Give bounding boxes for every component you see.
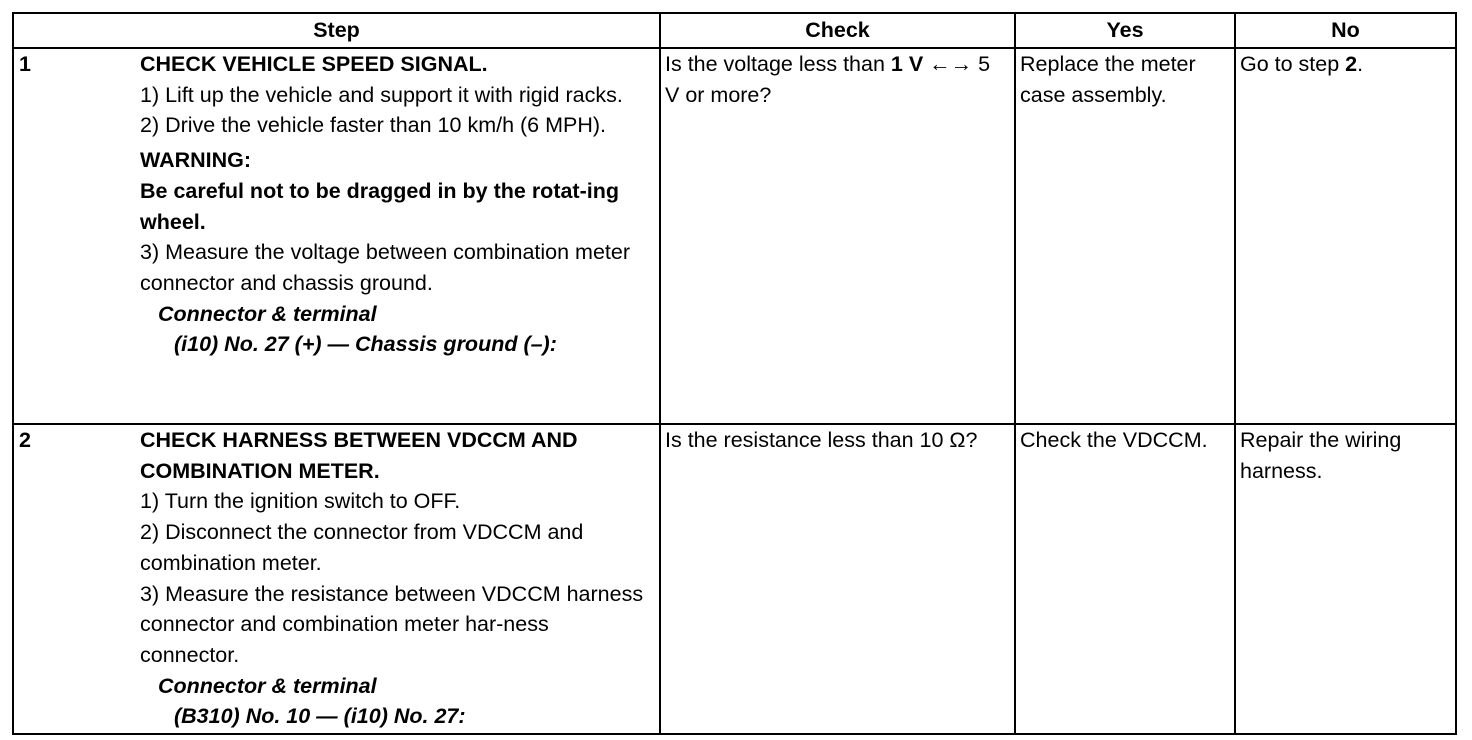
header-yes: Yes [1015,13,1235,48]
check-text: Is the voltage less than [665,52,891,76]
step-cell-1 [13,48,660,424]
no-text: Go to step [1240,52,1346,76]
table-row-1 [13,48,1456,424]
connector-value: (i10) No. 27 (+) — Chassis ground (–): [174,332,557,357]
table-row-2 [13,424,1456,734]
step-instruction: 3) Measure the voltage between combination meter connector and chassis ground. [140,240,630,295]
check-text-end: ←→ 5 V or more? [665,52,991,107]
step-number: 1 [19,52,31,76]
no-cell-1 [1235,48,1456,424]
step-instruction: 3) Measure the resistance between VDCCM harness connector and combination meter har-ness connector. [140,581,644,667]
no-step-ref: 2 [1345,52,1358,76]
yes-cell-2: Check the VDCCM. [1015,424,1235,734]
diagnostic-table [12,12,1457,735]
check-cell-1 [660,48,1015,424]
yes-cell-1: Replace the meter case assembly. [1015,48,1235,424]
warning-label: WARNING: [140,148,252,173]
header-check: Check [660,13,1015,48]
connector-value: (B310) No. 10 — (i10) No. 27: [174,704,466,729]
step-title: CHECK HARNESS BETWEEN VDCCM AND COMBINATION METER. [140,428,578,483]
check-value: 1 V [890,52,924,76]
no-cell-2: Repair the wiring harness. [1235,424,1456,734]
step-instruction: 1) Turn the ignition switch to OFF. [140,489,461,514]
step-instruction: 2) Drive the vehicle faster than 10 km/h (6 MPH). [140,113,607,138]
step-number: 2 [19,428,31,452]
no-text-end: . [1357,52,1364,76]
header-step: Step [13,13,660,48]
connector-label: Connector & terminal [158,673,377,698]
step-cell-2 [13,424,660,734]
header-no: No [1235,13,1456,48]
step-instruction: 2) Disconnect the connector from VDCCM and combination meter. [140,520,584,575]
header-row [13,13,1456,48]
step-title: CHECK VEHICLE SPEED SIGNAL. [140,52,488,76]
check-cell-2: Is the resistance less than 10 Ω? [660,424,1015,734]
step-instruction: 1) Lift up the vehicle and support it with rigid racks. [140,82,623,107]
connector-label: Connector & terminal [158,301,377,326]
warning-text: Be careful not to be dragged in by the rotat-ing wheel. [140,178,619,234]
